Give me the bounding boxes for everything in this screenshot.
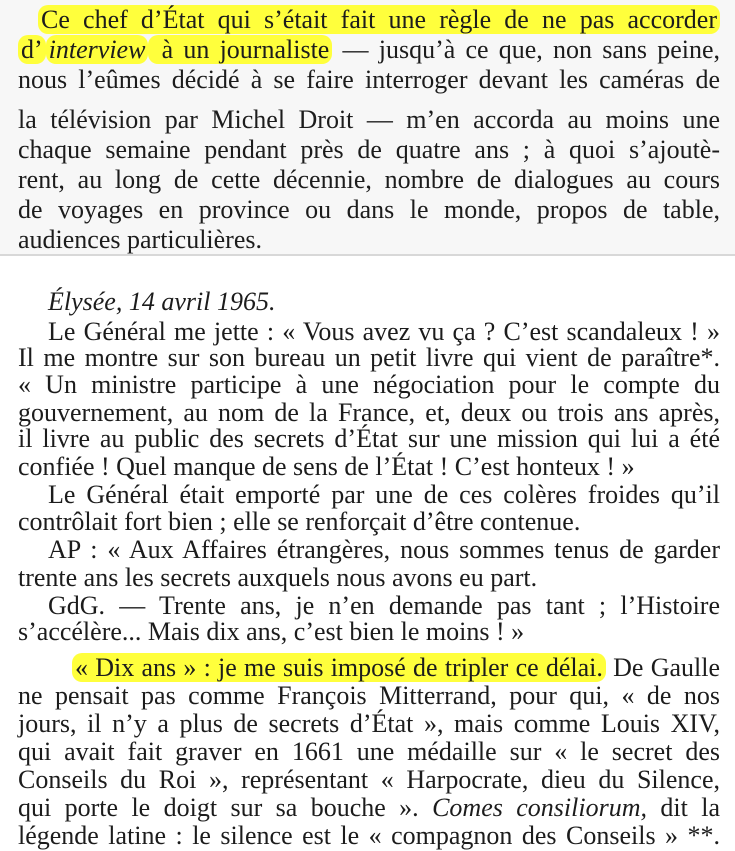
text-run: Il me montre sur son bureau un petit livre qui vient de paraître*. — [18, 343, 720, 372]
main-passage-line — [18, 736, 720, 767]
text-run: nous l’eûmes décidé à se faire interroger devant les caméras de — [18, 65, 720, 94]
text-run: « Un ministre participe à une négociation pour le compte du — [18, 370, 720, 399]
top-passage-line — [18, 164, 720, 195]
main-passage-line — [48, 534, 720, 565]
text-run: chaque semaine pendant près de quatre ans ; à quoi s’ajoutè- — [18, 135, 720, 164]
top-passage-line — [18, 34, 720, 65]
italic-text: Élysée, 14 avril 1965. — [48, 287, 276, 316]
highlighted-text: d’ — [18, 35, 46, 64]
top-passage — [0, 0, 735, 256]
text-run: Le Général me jette : « Vous avez vu ça ? C’est scandaleux ! » — [48, 317, 720, 346]
highlighted-text: à un journaliste — [148, 35, 332, 64]
text-run: AP : « Aux Affaires étrangères, nous sommes tenus de garder — [48, 535, 720, 564]
italic-text: Comes consiliorum, — [432, 793, 647, 822]
main-passage-line — [18, 562, 720, 593]
main-passage-line — [18, 820, 720, 851]
highlighted-text: « Dix ans » : je me suis imposé de tripler ce délai. — [72, 653, 606, 682]
text-run: ne pensait pas comme François Mitterrand, pour qui, « de nos — [18, 681, 720, 710]
main-passage-line — [18, 680, 720, 711]
highlighted-text: interview — [46, 35, 149, 64]
text-run: s’accélère... Mais dix ans, c’est bien le moins ! » — [18, 617, 525, 646]
top-passage-line — [18, 134, 720, 165]
highlighted-text: Ce chef d’État qui s’était fait une règle de ne pas accorder — [38, 5, 720, 34]
text-run: jours, il n’y a plus de secrets d’État », mais comme Louis XIV, — [18, 709, 720, 738]
text-run: de voyages en province ou dans le monde, propos de table, — [18, 195, 720, 224]
main-passage-line — [18, 423, 720, 454]
main-passage-line — [48, 286, 720, 317]
top-passage-line — [18, 104, 720, 135]
text-run: dit la — [646, 793, 720, 822]
main-passage-line — [72, 652, 720, 683]
text-run: confiée ! Quel manque de sens de l’État ! C’est honteux ! » — [18, 452, 635, 481]
text-run: qui avait fait graver en 1661 une médaille sur « le secret des — [18, 737, 720, 766]
text-run: la télévision par Michel Droit — m’en accorda au moins une — [18, 105, 720, 134]
text-run: GdG. — Trente ans, je n’en demande pas tant ; l’Histoire — [48, 591, 720, 620]
text-run: audiences particulières. — [18, 225, 262, 254]
text-run: qui porte le doigt sur sa bouche ». — [18, 793, 433, 822]
main-passage-line — [18, 764, 720, 795]
text-run: il livre au public des secrets d’État sur une mission qui lui a été — [18, 424, 720, 453]
top-passage-line — [18, 64, 720, 95]
text-run: contrôlait fort bien ; elle se renforçait d’être contenue. — [18, 507, 581, 536]
text-run: gouvernement, au nom de la France, et, deux ou trois ans après, — [18, 398, 720, 427]
main-passage-line — [18, 451, 720, 482]
text-run: légende latine : le silence est le « compagnon des Conseils » **. — [18, 821, 720, 850]
main-passage-line — [18, 708, 720, 739]
main-passage-line — [18, 369, 720, 400]
top-passage-line — [18, 194, 720, 225]
text-run: trente ans les secrets auxquels nous avons eu part. — [18, 563, 538, 592]
text-run: De Gaulle — [605, 653, 721, 682]
text-run: Conseils du Roi », représentant « Harpocrate, dieu du Silence, — [18, 765, 720, 794]
text-run: — jusqu’à ce que, non sans peine, — [332, 35, 720, 64]
main-passage-line — [18, 506, 720, 537]
text-run: rent, au long de cette décennie, nombre de dialogues au cours — [18, 165, 720, 194]
top-passage-line — [18, 224, 720, 255]
top-passage-line — [38, 4, 720, 35]
text-run: Le Général était emporté par une de ces colères froides qu’il — [48, 480, 720, 509]
main-passage-line — [18, 792, 720, 823]
main-passage — [0, 262, 735, 849]
main-passage-line — [18, 616, 720, 647]
